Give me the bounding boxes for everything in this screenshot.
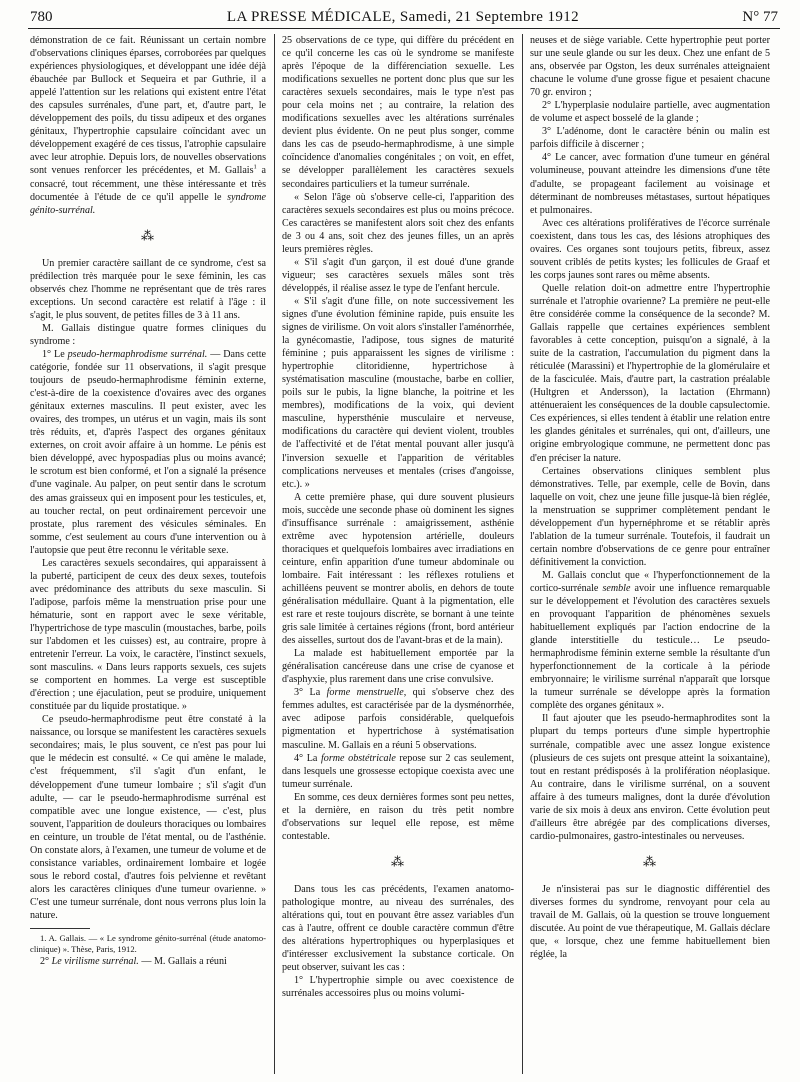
paragraph: Ce pseudo-hermaphrodisme peut être constaté à la naissance, ou lorsque se manifestent les caractères sexuels secondaires; mais, le plus souvent, ce n'est pas pour lui que le médecin est consulté. « Ce qui amène le malade, c'est fréquemment, s'il s'agit d'un enfant, le développement d'une tumeur lombaire ; s'il s'agit d'un adulte, — car le pseudo-hermaphrodisme surrénal est compatible avec une longue existence, — c'est, plus souvent, l'apparition de douleurs thoraciques ou lombaires en ceinture, un trouble de l'état mental, ou de l'asthénie. On constate alors, à l'examen, une tumeur de volume et de consistance variables, ordinairement lombaire et logée sous le rebord costal, d'autres fois pelvienne et revêtant alors les caractères cliniques d'une tumeur ovarienne. » C'est une tumeur surrénale, dont nous verrons plus loin la nature. <box>30 714 266 921</box>
paragraph: M. Gallais distingue quatre formes cliniques du syndrome : <box>30 322 266 347</box>
column-2 <box>282 34 514 1074</box>
page-number: 780 <box>30 9 53 25</box>
paragraph: 4° Le cancer, avec formation d'une tumeur en général volumineuse, pouvant atteindre les dimensions d'une tête d'adulte, se propageant facilement au voisinage et déterminant de nombreuses métastases, surtout hépatiques et pulmonaires. <box>530 152 770 216</box>
paragraph: Certaines observations cliniques semblent plus démonstratives. Telle, par exemple, celle de Bovin, dans laquelle on voit, chez une jeune fille jusque-là bien réglée, la menstruation se supprimer complètement pendant le développement d'un hypernéphrome et se rétablir après l'ablation de la tumeur surrénale. Toutefois, il faudrait un certain nombre d'observations de ce genre pour entraîner définitivement la conviction. <box>530 465 770 568</box>
paragraph: Je n'insisterai pas sur le diagnostic différentiel des diverses formes du syndrome, renvoyant pour cela au travail de M. Gallais, où la question se trouve longuement discutée. Au point de vue thérapeutique, M. Gallais déclare que, « lorsque, chez une femme habituellement bien réglée, la <box>530 883 770 961</box>
column-3 <box>530 34 770 1074</box>
paragraph: « S'il s'agit d'un garçon, il est doué d'une grande vigueur; ses caractères sexuels mâles sont très développés, il réalise assez le type de l'enfant hercule. <box>282 256 514 294</box>
paragraph: « Selon l'âge où s'observe celle-ci, l'apparition des caractères sexuels secondaires est plus ou moins précoce. Ces caractères se manifestent alors soit chez des enfants de 3 ou 4 ans, soit chez des jeunes filles, un an après leurs premières règles. <box>282 191 514 255</box>
paragraph: 3° L'adénome, dont le caractère bénin ou malin est parfois difficile à discerner ; <box>530 126 770 151</box>
paragraph: A cette première phase, qui dure souvent plusieurs mois, succède une seconde phase où dominent les signes d'insuffisance surrénale : amaigrissement, asthénie extrême avec hypotension artérielle, douleurs thoraciques et quelquefois lombaires avec irradiations en ceinture, enfin apparition d'une tumeur abdominale ou lombaire. Fait intéressant : les réflexes rotuliens et achilléens peuvent se montrer abolis, en dehors de toute généralisation médullaire. Quant à la pigmentation, elle est rare et reste toujours discrète, se bornant à une teinte gris sale limitée à certaines régions (front, bord antérieur des aisselles, surtout dos de l'avant-bras et de la main). <box>282 491 514 647</box>
paragraph: 2° Le virilisme surrénal. — M. Gallais a réuni <box>40 956 227 968</box>
paragraph: démonstration de ce fait. Réunissant un certain nombre d'observations cliniques éparses, corroborées par quelques expériences physiologiques, et développant une idée déjà ébauchée par Bullock et Sequeira et par Guthrie, il a appelé l'attention sur les relations qui existent entre l'état des capsules surrénales, d'une part, et, d'autre part, le développement des poils, du tissu adipeux et des organes génitaux, l'hypertrophie capsulaire coïncidant avec un développement exagéré de ces tissus, l'atrophie capsulaire avec leur atrophie. Depuis lors, de nouvelles observations sont venues renforcer les précédentes, et M. Gallais$^1$ a consacré, tout récemment, une thèse intéressante et très documentée à l'étude de ce qu'il appelle le syndrome génito-surrénal. <box>30 35 266 216</box>
paragraph: Un premier caractère saillant de ce syndrome, c'est sa prédilection très marquée pour le sexe féminin, les cas observés chez l'homme ne représentant que de très rares exceptions. Un second caractère est relatif à l'âge : il s'agit, le plus souvent, de petites filles de 3 à 11 ans. <box>30 257 266 321</box>
header-rule <box>28 28 780 29</box>
paragraph: 1° L'hypertrophie simple ou avec coexistence de surrénales accessoires plus ou moins volumi- <box>282 975 514 1000</box>
paragraph: M. Gallais conclut que « l'hyperfonctionnement de la cortico-surrénale semble avoir une influence remarquable sur le développement et l'évolution des caractères sexuels en provoquant l'apparition de phénomènes sexuels habituellement expliqués par l'action endocrine de la glande interstitielle du testicule… Le pseudo-hermaphrodisme féminin externe semble la résultante d'un hyperfonctionnement de la corticale à la période embryonnaire; le virilisme surrénal n'apparaît que lorsque la tumeur surrénale se développe après la formation complète des organes génitaux ». <box>530 569 770 712</box>
paragraph: Dans tous les cas précédents, l'examen anatomo-pathologique montre, au niveau des surrénales, des altérations qui, tout en pouvant être assez variables d'un cas à l'autre, offrent ce double caractère commun d'être des altérations hypertrophiques ou hyperplasiques et d'intéresser exclusivement la substance corticale. On peut observer, suivant les cas : <box>282 883 514 974</box>
running-title: LA PRESSE MÉDICALE, Samedi, 21 Septembre 1912 <box>226 9 580 25</box>
column-divider <box>522 34 523 1074</box>
footnote-ref: 1 <box>253 164 257 172</box>
column-1 <box>30 34 266 1074</box>
section-separator: ⁂ <box>391 853 405 869</box>
paragraph: Avec ces altérations prolifératives de l'écorce surrénale coexistent, dans tous les cas, des lésions atrophiques des ovaires. Ces organes sont toujours petits, fibreux, assez souvent criblés de petits kystes; les follicules de Graaf et les corps jaunes sont rares ou même absents. <box>530 217 770 281</box>
paragraph: 25 observations de ce type, qui diffère du précédent en ce qu'il concerne les cas où le syndrome se manifeste après l'époque de la différenciation sexuelle. Les modifications sexuelles ne portent donc plus que sur les caractères sexuels secondaires, mais le type n'est pas pour cela moins net ; au contraire, la relation des modifications sexuelles avec les altérations surrénales devient plus évidente. On ne peut plus songer, comme dans les cas de pseudo-hermaphrodisme, à une simple coïncidence d'anomalies congénitales ; on voit, en effet, se développer parallèlement les caractères sexuels secondaires particuliers et la tumeur surrénale. <box>282 35 514 190</box>
paragraph: En somme, ces deux dernières formes sont peu nettes, et la dernière, en raison du très petit nombre d'observations sur lequel elle repose, est même contestable. <box>282 791 514 842</box>
page-header <box>28 8 778 26</box>
paragraph: neuses et de siège variable. Cette hypertrophie peut porter sur une seule glande ou sur les deux. Chez une enfant de 5 ans, observée par Ogston, les deux surrénales atteignaient chacune le volume d'une grosse figue et pesaient chacune 70 gr. environ ; <box>530 35 770 99</box>
paragraph: La malade est habituellement emportée par la généralisation cancéreuse dans une crise de cyanose et d'asphyxie, plus rarement dans une crise convulsive. <box>282 648 514 686</box>
footnote-rule <box>30 928 90 929</box>
paragraph: 3° La forme menstruelle, qui s'observe chez des femmes adultes, est caractérisée par de la dysménorrhée, avec adipose parfois considérable, quelquefois pigmentation et hypertrichose à systématisation masculine. M. Gallais en a réuni 5 observations. <box>282 687 514 751</box>
paragraph: Quelle relation doit-on admettre entre l'hypertrophie surrénale et l'atrophie ovarienne? La première ne peut-elle être considérée comme la conséquence de la seconde? M. Gallais rappelle que certaines expériences semblent favorables à cette conception, puisqu'on a signalé, à la suite de la castration, l'accumulation du pigment dans la réticulée (Marassini) et l'hypertrophie de la glomérulaire et de la fasciculée. Mais, d'autre part, la castration préalable (Hultgren et Andersson), la lactation (Ehrmann) atténueraient les conséquences de la double capsulectomie. Ces expériences, si elles tendent à établir une relation entre les glandes génitales et surrénales, qui ont, d'ailleurs, une origine embryologique commune, ne permettent donc pas d'en préciser la nature. <box>530 282 770 464</box>
paragraph: Il faut ajouter que les pseudo-hermaphrodites sont la plupart du temps porteurs d'une simple hypertrophie surrénale, compatible avec une assez longue existence (plusieurs de ces sujets ont presque atteint la soixantaine), tout en restant prédisposés à la prolifération néoplasique. Au contraire, dans le virilisme surrénal, on a souvent affaire à des tumeurs malignes, dont la durée d'évolution varie de six mois à deux ans environ. Cette évolution peut d'ailleurs être abrégée par des complications diverses, cardio-pulmonaires, gastro-intestinales ou nerveuses. <box>530 713 770 842</box>
paragraph: 4° La forme obstétricale repose sur 2 cas seulement, dans lesquels une grossesse ectopique coexista avec une tumeur surrénale. <box>282 752 514 790</box>
paragraph: « S'il s'agit d'une fille, on note successivement les signes d'une évolution féminine rapide, puis ensuite les signes de virilisme. On voit alors s'installer l'aménorrhée, la gynécomastie, l'adipose, tous signes de maturité féminine ; puis apparaissent les signes de virilisme : hypertrophie clitoridienne, hypertrichose à systématisation masculine (moustache, barbe en collier, poils sur le pubis, la ligne blanche, la poitrine et les membres), modifications de la voix, qui devient masculine, hypersthénie musculaire et nerveuse, modifications du caractère qui devient violent, troubles de l'affectivité et de l'état mental pouvant aller jusqu'à l'inversion sexuelle et l'apparition de véritables complications nerveuses et mentales (crises d'angoisse, etc.). » <box>282 295 514 490</box>
paragraph: 1° Le pseudo-hermaphrodisme surrénal. — Dans cette catégorie, fondée sur 11 observations, il s'agit presque toujours de pseudo-hermaphrodisme féminin externe, c'est-à-dire de la coexistence d'ovaires avec des organes génitaux externes masculins. Il peut exister, avec les ovaires, des trompes, un utérus et un vagin, mais ils sont très réduits, et, d'après l'aspect des organes génitaux externes, on croit avoir affaire à un homme. Le pénis est bien développé, avec hypospadias plus ou moins avancé; le scrotum est bien conformé, et l'on a signalé la présence d'une vaginale. Au palper, on peut sentir dans le scrotum des amas graisseux qui en imposent pour les testicules, et, au toucher rectal, on peut ordinairement percevoir une prostate, plus rarement des vésicules séminales. En somme, c'est seulement au cours d'une intervention ou à l'autopsie que peut être reconnu le véritable sexe. <box>30 348 266 556</box>
paragraph: Les caractères sexuels secondaires, qui apparaissent à la puberté, participent de ceux des deux sexes, toutefois avec prédominance des attributs du sexe masculin. Si l'adipose, parfois même la menstruation prise pour une hématurie, sont en rapport avec le sexe véritable, l'hypertrichose de type masculin (moustaches, barbe, poils sur l'abdomen et les cuisses) est, au contraire, propre à entretenir l'erreur. La voix, le caractère, l'instinct sexuels, sont masculins. « Dans leurs rapports sexuels, ces sujets se comportent en hommes. La verge est susceptible d'érection ; une éjaculation, peut se produire, uniquement constituée par du liquide prostatique. » <box>30 557 266 713</box>
paragraph: 2° L'hyperplasie nodulaire partielle, avec augmentation de volume et aspect bosselé de la glande ; <box>530 100 770 125</box>
column-divider <box>274 34 275 1074</box>
footnote: 1. A. Gallais. — « Le syndrome génito-surrénal (étude anatomo-clinique) ». Thèse, Paris, 1912. <box>30 933 266 955</box>
section-separator: ⁂ <box>141 227 155 243</box>
section-separator: ⁂ <box>643 853 657 869</box>
issue-number: N° 77 <box>742 9 778 25</box>
